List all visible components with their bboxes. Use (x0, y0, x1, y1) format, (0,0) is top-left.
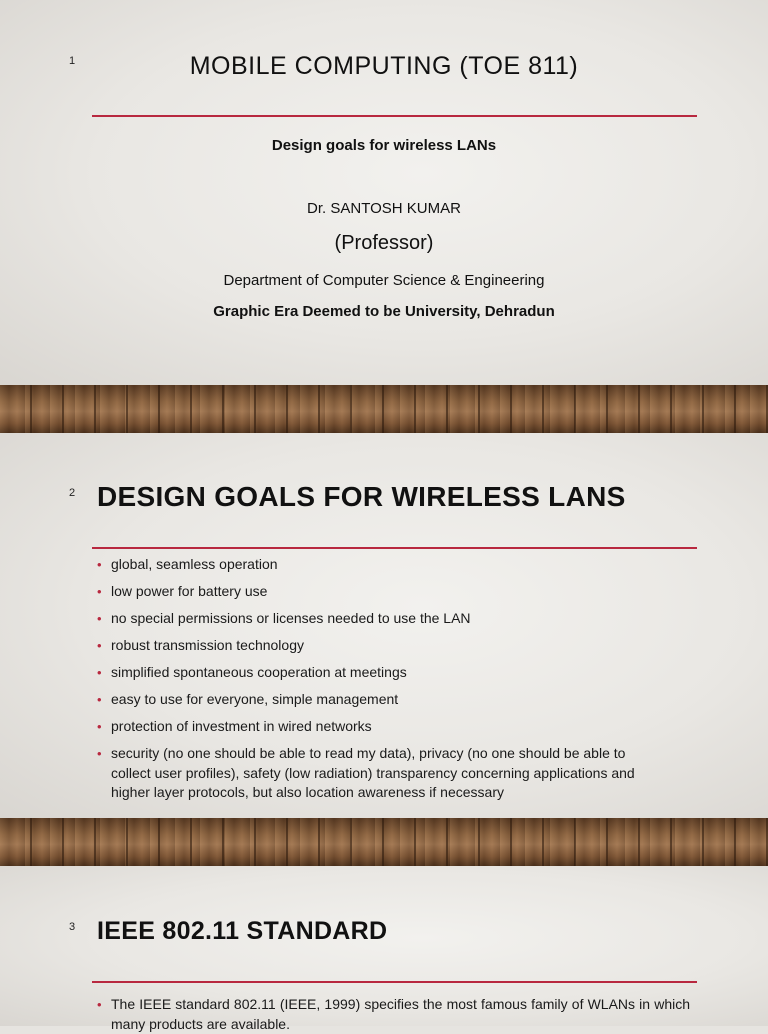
slide-title: IEEE 802.11 STANDARD (97, 917, 388, 945)
author-role: (Professor) (334, 232, 434, 254)
slide-subtitle: Design goals for wireless LANs (271, 137, 497, 154)
slide-title: MOBILE COMPUTING (TOE 811) (189, 52, 579, 80)
list-item: • robust transmission technology (97, 636, 662, 656)
wood-floor-divider (0, 818, 768, 866)
slide-number: 3 (69, 921, 76, 933)
title-divider (92, 115, 697, 117)
list-item: • global, seamless operation (97, 555, 662, 575)
bullet-list (97, 995, 690, 1034)
list-item: • low power for battery use (97, 582, 662, 602)
department-name: Department of Computer Science & Engineering (223, 272, 545, 289)
title-divider (92, 981, 697, 983)
list-item: • security (no one should be able to read my data), privacy (no one should be able to collect user profiles), safety (low radiation) transparency concerning applications and higher layer protocols, but also location awareness if necessary (97, 744, 662, 803)
wood-floor-divider (0, 385, 768, 433)
slide-number: 1 (69, 55, 76, 67)
list-item: • The IEEE standard 802.11 (IEEE, 1999) specifies the most famous family of WLANs in which many products are available. (97, 995, 690, 1034)
slide-number: 2 (69, 487, 76, 499)
list-item: • easy to use for everyone, simple management (97, 690, 662, 710)
title-divider (92, 547, 697, 549)
author-name: Dr. SANTOSH KUMAR (307, 200, 461, 217)
list-item: • no special permissions or licenses needed to use the LAN (97, 609, 662, 629)
slide-title: DESIGN GOALS FOR WIRELESS LANS (97, 481, 626, 512)
list-item: • protection of investment in wired networks (97, 717, 662, 737)
list-item: • simplified spontaneous cooperation at meetings (97, 663, 662, 683)
university-name: Graphic Era Deemed to be University, Dehradun (213, 303, 555, 320)
bullet-list (97, 555, 662, 810)
slide-1 (0, 0, 768, 385)
